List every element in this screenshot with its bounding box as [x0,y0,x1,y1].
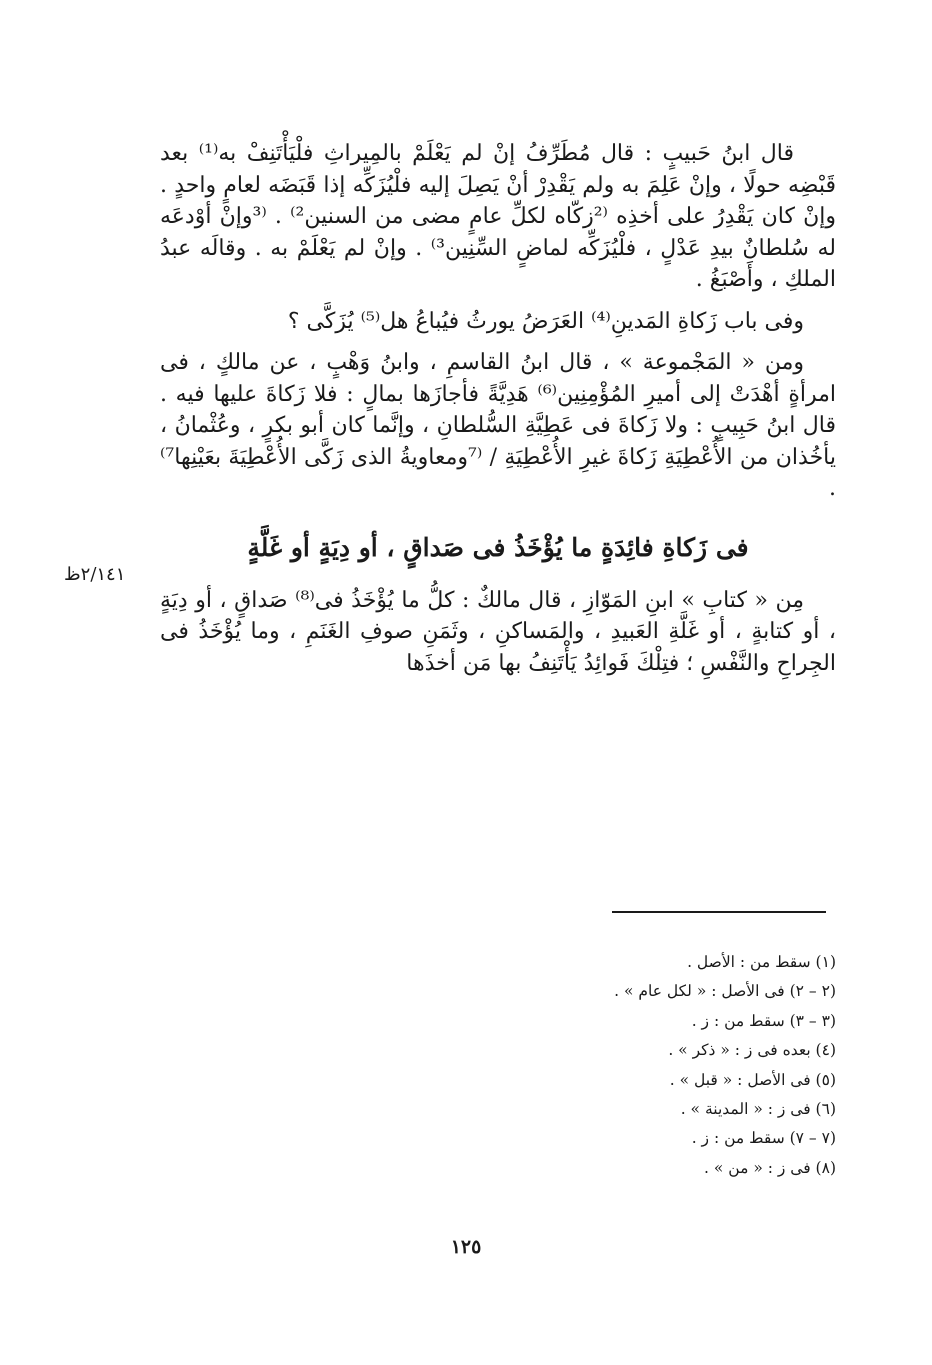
footnote-6: (٦) فى ز : « المدينة » . [680,1100,836,1119]
footnote-2: (٢ – ٢) فى الأصل : « لكل عام » . [614,982,836,1001]
paragraph-majmua: ومن « المَجْموعة » ، قال ابنُ القاسمِ ، وابنُ وَهْبٍ ، عن مالكٍ ، فى امرأةٍ أهْدَتْ إلى أميرِ المُؤْمِنِين⁽⁶⁾ هَدِيَّةً فأجازَها بمالٍ : فلا زَكاةَ عليها فيه . قال ابنُ حَبِيبٍ : ولا زَكاةَ فى عَطِيَّةِ السُّلطانِ ، وإنَّما كان أبو بكرٍ ، وعُثْمانُ ، يأخُذان من الأُعْطِيَةِ زَكاةَ غيرِ الأُعْطِيَةِ / ⁽⁷ومعاويةُ الذى زَكَّى الأُعْطِيَةَ بعَيْنِها⁷⁾ . [160,350,836,501]
footnote-4: (٤) بعده فى ز : « ذكر » . [668,1041,836,1060]
paragraph-ibn-mawwaz: مِن « كتابِ » ابنِ المَوّازِ ، قال مالكٌ : كلُّ ما يُؤْخَذُ فى⁽⁸⁾ صَداقٍ ، أو دِيَةٍ ، أو كتابةٍ ، أو غَلَّةِ العَبيدِ ، والمَساكنِ ، وثَمَنِ صوفِ الغَنَمِ ، وما يُؤْخَذُ فى الجِراحِ والنَّفْسِ ؛ فتِلْكَ فَوائِدُ يَأْتَنِفُ بها مَن أخذَها [160,587,836,676]
section-heading: فى زَكاةِ فائِدَةٍ ما يُؤْخَذُ فى صَداقٍ ، أو دِيَةٍ أو غَلَّةٍ [247,532,749,562]
paragraph-gap [160,296,836,306]
footnote-3: (٣ – ٣) سقط من : ز . [691,1011,836,1030]
footnote-8: (٨) فى ز : « من » . [704,1158,836,1177]
footnote-5: (٥) فى الأصل : « قبل » . [669,1070,836,1089]
page-number: ١٢٥ [450,1236,482,1258]
paragraph-inheritance: قال ابنُ حَبيبٍ : قال مُطَرِّفُ إنْ لم يَعْلَمْ بالمِيراثِ فلْيَأْتَنِفْ به⁽¹⁾ بعد قَبْضِه حولًا ، وإنْ عَلِمَ به ولم يَقْدِرْ أنْ يَصِلَ إليه فلْيُزَكِّه إذا قَبَضَه لعامٍ واحدٍ . وإنْ كان يَقْدِرُ على أخذِه ⁽²زكّاه لكلِّ عامٍ مضى من السنين²⁾ . ⁽³وإنْ أوْدعَه له سُلطانٌ بيدِ عَدْلٍ ، فلْيُزَكِّه لماضٍ السِّنِين³⁾ . وإنْ لم يَعْلَمْ به . وقالَه عبدُ الملكِ ، وأَصْبَغُ . [160,141,836,292]
footnote-1: (١) سقط من : الأصل . [687,953,836,971]
margin-folio-note: ٢/١٤١ظ [64,564,126,585]
footnote-7: (٧ – ٧) سقط من : ز . [691,1129,836,1148]
main-text [160,138,836,679]
footnote-divider [612,911,826,913]
paragraph-debtor-chapter: وفى باب زَكاةِ المَدينِ⁽⁴⁾ العَرَضُ يورثُ فيُباعُ هل⁽⁵⁾ يُزَكَّى ؟ [287,308,804,334]
paragraph-gap [160,337,836,347]
footnotes [500,948,836,1183]
